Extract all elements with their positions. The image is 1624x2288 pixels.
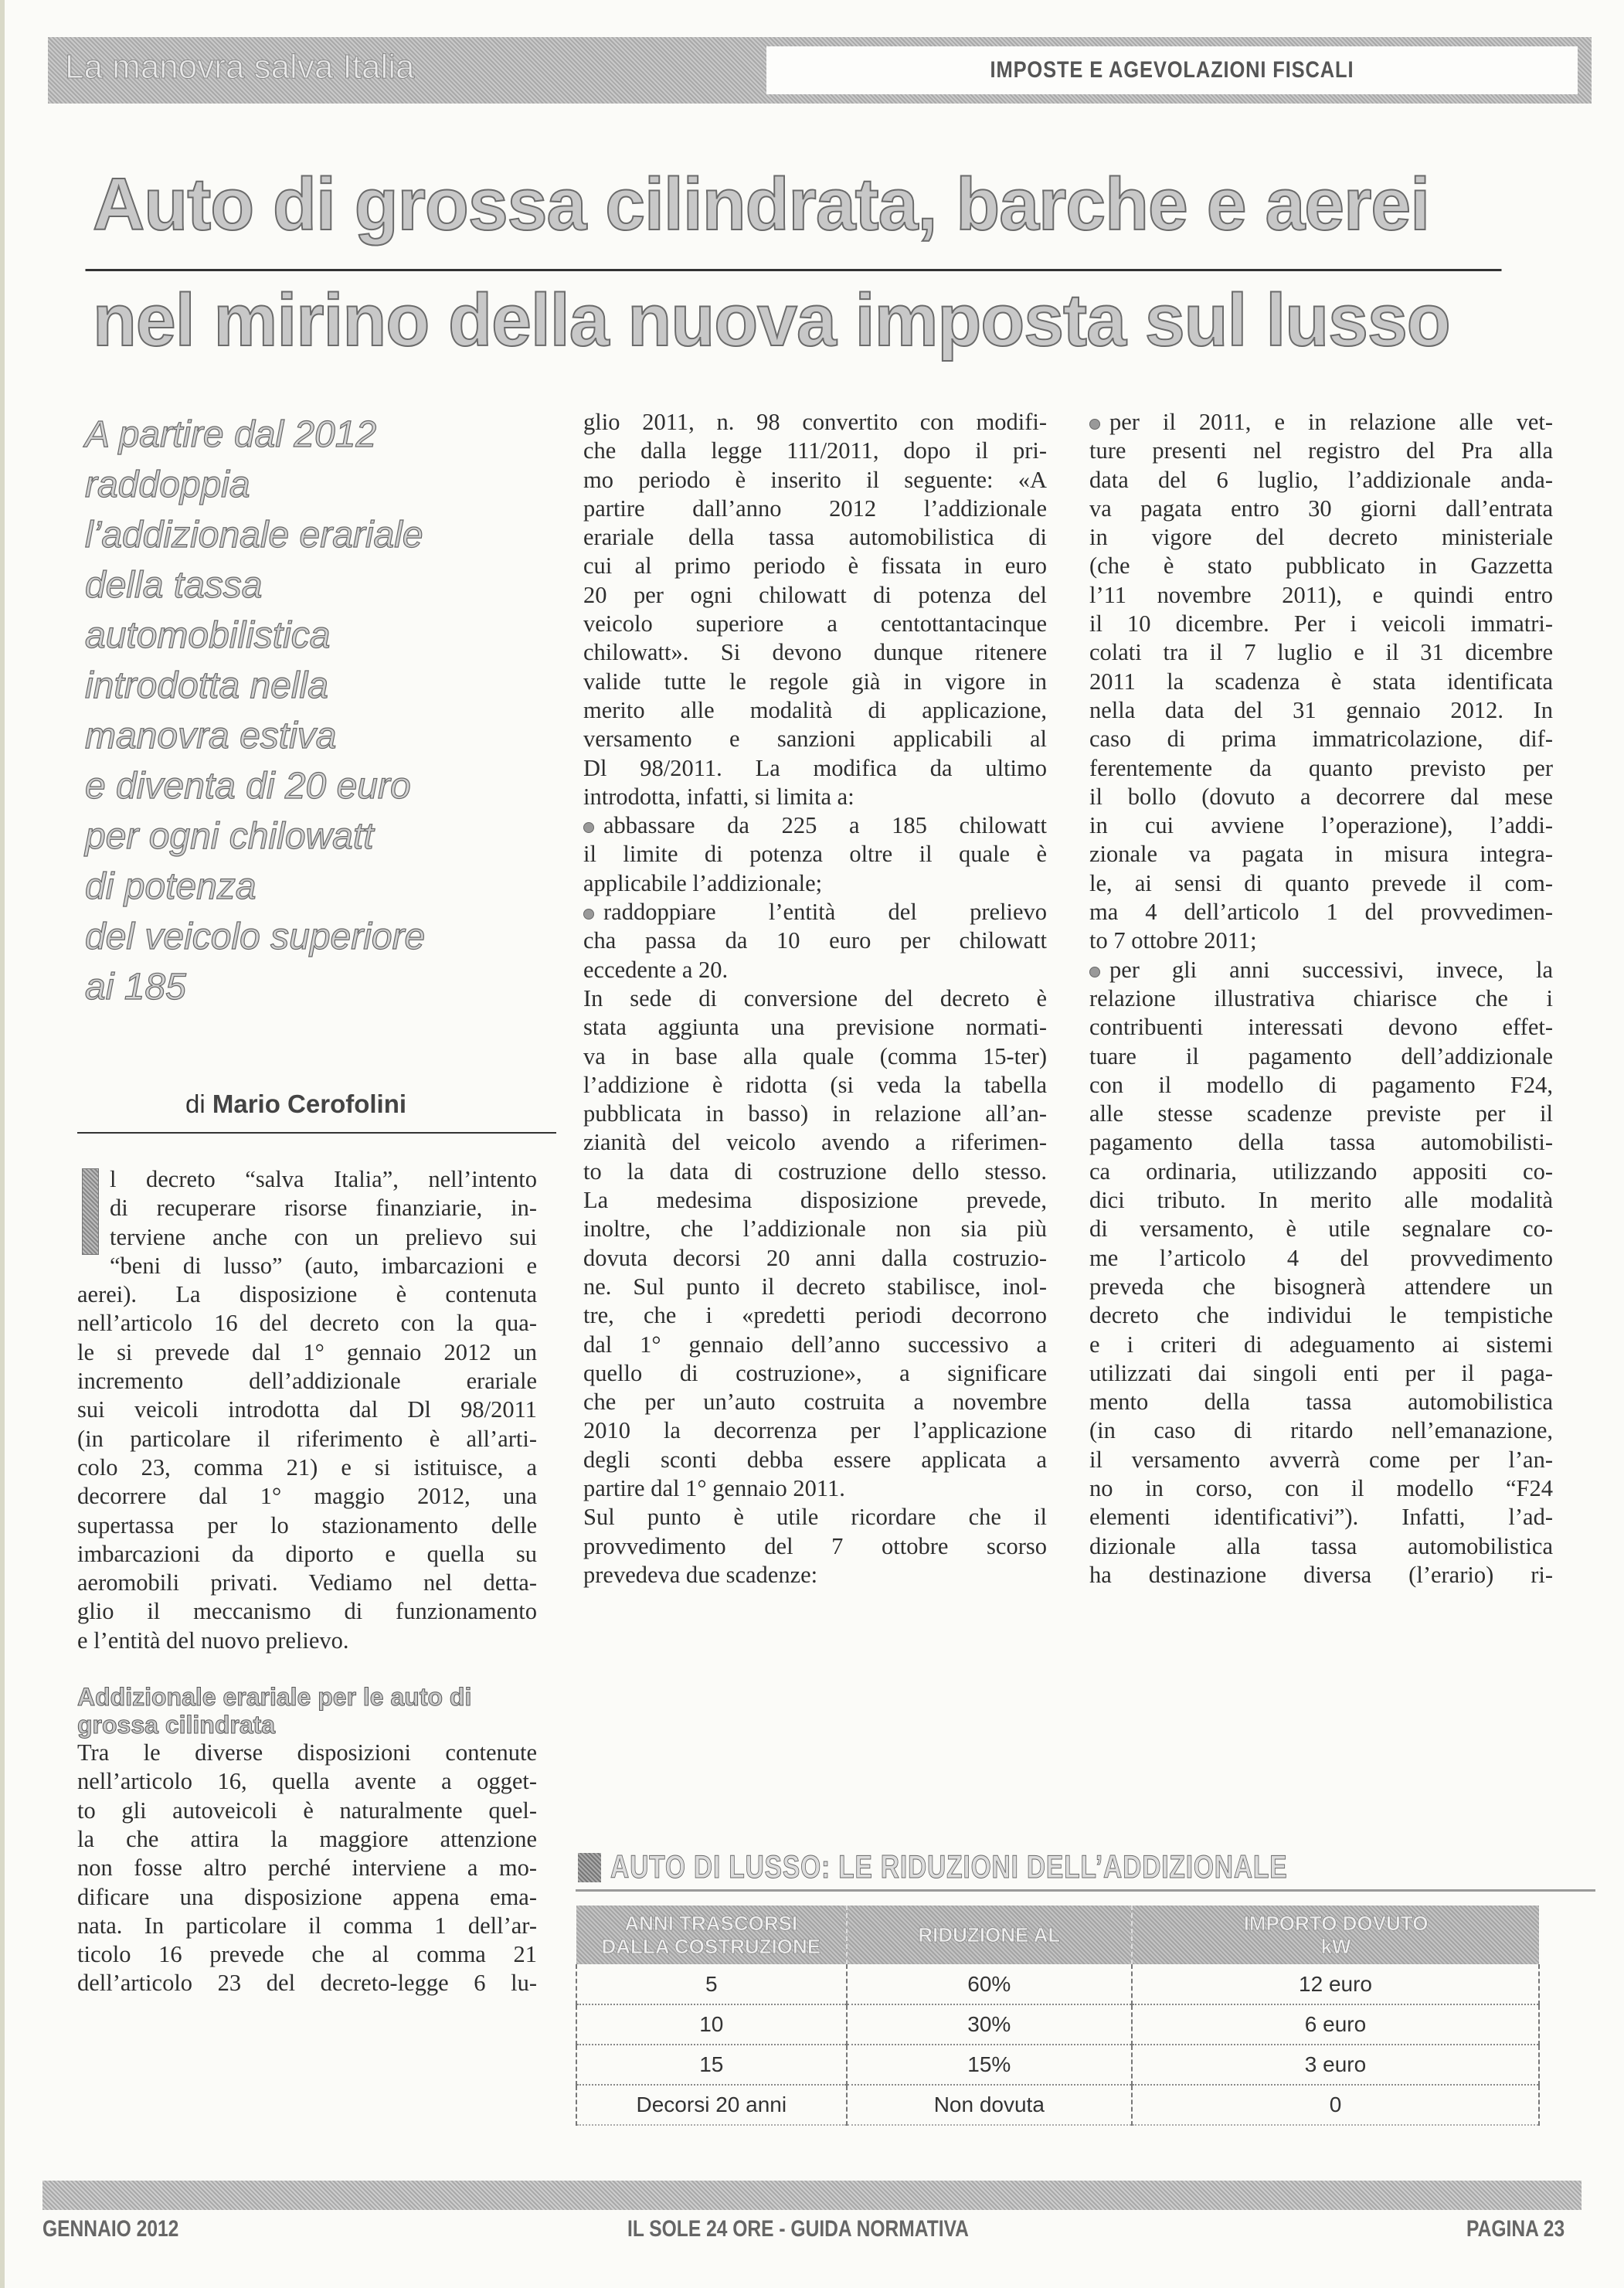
text-line: va in base alla quale (comma 15-ter) bbox=[583, 1042, 1047, 1069]
column-right bbox=[1089, 408, 1553, 1589]
text-line: “beni di lusso” (auto, imbarcazioni e bbox=[110, 1252, 537, 1279]
standfirst-line: per ogni chilowatt bbox=[85, 816, 374, 857]
text-line: ferentemente da quanto previsto per bbox=[1089, 754, 1553, 781]
text-line: il 10 dicembre. Per i veicoli immatri- bbox=[1089, 610, 1553, 637]
text-line: zionale va pagata in misura integra- bbox=[1089, 841, 1553, 868]
text-line: cui al primo periodo è fissata in euro bbox=[583, 552, 1047, 580]
text-line: l’11 novembre 2011), e quindi entro bbox=[1089, 581, 1553, 608]
text-line: ca ordinaria, utilizzando appositi co- bbox=[1089, 1158, 1553, 1185]
text-line: tuare il pagamento dell’addizionale bbox=[1089, 1042, 1553, 1069]
cell-reduction: 60% bbox=[847, 1964, 1132, 2004]
text-line: di versamento, è utile segnalare co- bbox=[1089, 1215, 1553, 1243]
text-line: partire dall’anno 2012 l’addizionale bbox=[583, 495, 1047, 522]
text-line: 20 per ogni chilowatt di potenza del bbox=[583, 581, 1047, 608]
text-line: Sul punto è utile ricordare che il bbox=[583, 1504, 1047, 1531]
text-line: e l’entità del nuovo prelievo. bbox=[77, 1627, 349, 1654]
text-line: mo periodo è inserito il seguente: «A bbox=[583, 466, 1047, 493]
text-line: inoltre, che l’addizionale non sia più bbox=[583, 1215, 1047, 1243]
text-line: aerei). La disposizione è contenuta bbox=[77, 1281, 537, 1308]
headline-rule bbox=[85, 269, 1501, 271]
headline-line-2: nel mirino della nuova imposta sul lusso bbox=[93, 279, 1450, 362]
text-line: In sede di conversione del decreto è bbox=[583, 984, 1047, 1011]
text-line: aeromobili privati. Vediamo nel detta- bbox=[77, 1569, 537, 1596]
text-line: il versamento avverrà come per l’an- bbox=[1089, 1446, 1553, 1473]
text-line: relazione illustrativa chiarisce che i bbox=[1089, 984, 1553, 1011]
bullet-item bbox=[1089, 408, 1553, 956]
text-line: prevedeva due scadenze: bbox=[583, 1561, 818, 1588]
column-middle bbox=[583, 408, 1047, 1589]
footer-page-number: PAGINA 23 bbox=[1466, 2216, 1565, 2242]
text-line: data del 6 luglio, l’addizionale anda- bbox=[1089, 466, 1553, 493]
text-line: erariale della tassa automobilistica di bbox=[583, 524, 1047, 551]
text-line: Tra le diverse disposizioni contenute bbox=[77, 1739, 537, 1766]
cell-years: 10 bbox=[576, 2004, 847, 2045]
text-line: che per un’auto costruita a novembre bbox=[583, 1389, 1047, 1416]
cell-amount: 3 euro bbox=[1132, 2045, 1539, 2085]
cell-years: 15 bbox=[576, 2045, 847, 2085]
byline bbox=[185, 1090, 406, 1119]
text-line: incremento dell’addizionale erariale bbox=[77, 1368, 537, 1395]
text-line: dizionale alla tassa automobilistica bbox=[1089, 1532, 1553, 1559]
cell-amount: 12 euro bbox=[1132, 1964, 1539, 2004]
standfirst-line: ai 185 bbox=[85, 967, 186, 1008]
table-row bbox=[576, 2045, 1539, 2085]
text-line: pubblicata in basso) in relazione all’an- bbox=[583, 1100, 1047, 1127]
text-line: dal 1° gennaio dell’anno successivo a bbox=[583, 1331, 1047, 1358]
text-line: provvedimento del 7 ottobre scorso bbox=[583, 1532, 1047, 1559]
table-title: AUTO DI LUSSO: LE RIDUZIONI DELL’ADDIZIONALE bbox=[610, 1848, 1288, 1885]
text-line: (in particolare il riferimento è all’arti- bbox=[77, 1425, 537, 1452]
text-line: cha passa da 10 euro per chilowatt bbox=[583, 927, 1047, 954]
text-line: Dl 98/2011. La modifica da ultimo bbox=[583, 754, 1047, 781]
scan-edge bbox=[0, 0, 5, 2288]
text-line: glio il meccanismo di funzionamento bbox=[77, 1598, 537, 1625]
text-line: degli sconti debba essere applicata a bbox=[583, 1446, 1047, 1473]
byline-rule bbox=[77, 1132, 556, 1134]
text-line: che dalla legge 111/2011, dopo il pri- bbox=[583, 437, 1047, 464]
text-line: colati tra il 7 luglio e il 31 dicembre bbox=[1089, 639, 1553, 666]
text-line: dificare una disposizione appena ema- bbox=[77, 1883, 537, 1910]
category-label: IMPOSTE E AGEVOLAZIONI FISCALI bbox=[990, 57, 1354, 83]
text-line: nella data del 31 gennaio 2012. In bbox=[1089, 696, 1553, 723]
standfirst-line: introdotta nella bbox=[85, 665, 328, 706]
standfirst-line: manovra estiva bbox=[85, 716, 337, 756]
text-line: per gli anni successivi, invece, la bbox=[1109, 956, 1553, 983]
reductions-table bbox=[576, 1906, 1540, 2126]
text-line: zianità del veicolo avendo a riferimen- bbox=[583, 1129, 1047, 1156]
text-line: dici tributo. In merito alle modalità bbox=[1089, 1187, 1553, 1214]
text-line: tre, che i «predetti periodi decorrono bbox=[583, 1302, 1047, 1329]
cell-years: 5 bbox=[576, 1964, 847, 2004]
text-line: sui veicoli introdotta dal Dl 98/2011 bbox=[77, 1396, 537, 1423]
text-line: nata. In particolare il comma 1 dell’ar- bbox=[77, 1912, 537, 1939]
text-line: l’addizione è ridotta (si veda la tabella bbox=[583, 1071, 1047, 1098]
headline-line-1: Auto di grossa cilindrata, barche e aerei bbox=[93, 163, 1430, 246]
text-line: eccedente a 20. bbox=[583, 956, 729, 983]
standfirst-line: automobilistica bbox=[85, 615, 331, 656]
text-line: nell’articolo 16 del decreto con la qua- bbox=[77, 1310, 537, 1337]
table-header-row bbox=[576, 1906, 1539, 1964]
cell-amount: 0 bbox=[1132, 2085, 1539, 2125]
column-left bbox=[77, 1165, 537, 1998]
cell-reduction: 15% bbox=[847, 2045, 1132, 2085]
text-line: di recuperare risorse finanziarie, in- bbox=[110, 1195, 537, 1222]
intro-paragraph bbox=[77, 1165, 537, 1655]
section-paragraph bbox=[77, 1739, 537, 1998]
text-line: ha destinazione diversa (l’erario) ri- bbox=[1089, 1561, 1553, 1588]
text-line: stata aggiunta una previsione normati- bbox=[583, 1014, 1047, 1041]
text-line: le, ai sensi di quanto prevede il com- bbox=[1089, 869, 1553, 896]
section-header-bar bbox=[48, 37, 1592, 104]
text-line: decreto che individui le tempistiche bbox=[1089, 1302, 1553, 1329]
section-subhead: Addizionale erariale per le auto di grossa cilindrata bbox=[77, 1683, 472, 1739]
standfirst-line: del veicolo superiore bbox=[85, 916, 426, 957]
text-line: me l’articolo 4 del provvedimento bbox=[1089, 1244, 1553, 1271]
text-line: il bollo (dovuto a decorrere dal mese bbox=[1089, 783, 1553, 810]
text-line: valide tutte le regole già in vigore in bbox=[583, 668, 1047, 695]
text-line: La medesima disposizione prevede, bbox=[583, 1187, 1047, 1214]
text-line: partire dal 1° gennaio 2011. bbox=[583, 1474, 845, 1501]
text-line: chilowatt». Si devono dunque ritenere bbox=[583, 639, 1047, 666]
text-line: pagamento della tassa automobilisti- bbox=[1089, 1129, 1553, 1156]
author-name: Mario Cerofolini bbox=[212, 1090, 407, 1118]
text-line: (in caso di ritardo nell’emanazione, bbox=[1089, 1417, 1553, 1444]
text-line: abbassare da 225 a 185 chilowatt bbox=[603, 812, 1047, 839]
table-row bbox=[576, 2085, 1539, 2125]
column-header-amount: IMPORTO DOVUTO kW bbox=[1132, 1906, 1539, 1964]
bullet-item bbox=[583, 898, 1047, 984]
table-title-bar bbox=[576, 1847, 1595, 1892]
text-line: quello di costruzione», a significare bbox=[583, 1359, 1047, 1386]
bullet-icon bbox=[1089, 419, 1100, 430]
standfirst-line: A partire dal 2012 bbox=[85, 414, 377, 455]
standfirst-line: della tassa bbox=[85, 565, 263, 606]
standfirst bbox=[85, 410, 518, 1012]
text-line: con il modello di pagamento F24, bbox=[1089, 1071, 1553, 1098]
text-line: to gli autoveicoli è naturalmente quel- bbox=[77, 1797, 537, 1824]
text-line: le si prevede dal 1° gennaio 2012 un bbox=[77, 1338, 537, 1365]
bullet-icon bbox=[583, 909, 594, 920]
bullet-item bbox=[1089, 956, 1553, 1590]
footer-publication: IL SOLE 24 ORE - GUIDA NORMATIVA bbox=[627, 2216, 969, 2242]
text-line: to la data di costruzione dello stesso. bbox=[583, 1158, 1047, 1185]
text-line: applicabile l’addizionale; bbox=[583, 869, 823, 896]
text-line: glio 2011, n. 98 convertito con modifi- bbox=[583, 409, 1047, 435]
text-line: supertassa per lo stazionamento delle bbox=[77, 1511, 537, 1538]
text-line: ne. Sul punto il decreto stabilisce, inol- bbox=[583, 1273, 1047, 1300]
text-line: (che è stato pubblicato in Gazzetta bbox=[1089, 552, 1553, 580]
byline-prefix: di bbox=[185, 1090, 206, 1118]
table-row bbox=[576, 2004, 1539, 2045]
dropcap-block bbox=[82, 1168, 99, 1255]
cell-years: Decorsi 20 anni bbox=[576, 2085, 847, 2125]
text-line: per il 2011, e in relazione alle vet- bbox=[1109, 409, 1553, 435]
section-label: La manovra salva Italia bbox=[65, 48, 415, 86]
standfirst-line: raddoppia bbox=[85, 464, 250, 505]
text-line: preveda che bisognerà attendere un bbox=[1089, 1273, 1553, 1300]
text-line: l decreto “salva Italia”, nell’intento bbox=[110, 1166, 537, 1192]
text-line: ma 4 dell’articolo 1 del provvedimen- bbox=[1089, 899, 1553, 926]
footer-bar bbox=[42, 2181, 1582, 2210]
standfirst-line: l’addizionale erariale bbox=[85, 515, 423, 556]
text-line: ture presenti nel registro del Pra alla bbox=[1089, 437, 1553, 464]
cell-reduction: Non dovuta bbox=[847, 2085, 1132, 2125]
text-line: va pagata entro 30 giorni dall’entrata bbox=[1089, 495, 1553, 522]
text-line: in cui avviene l’operazione), l’addi- bbox=[1089, 812, 1553, 839]
square-marker-icon bbox=[578, 1853, 601, 1882]
column-header-years: ANNI TRASCORSI DALLA COSTRUZIONE bbox=[576, 1906, 847, 1964]
text-line: in vigore del decreto ministeriale bbox=[1089, 524, 1553, 551]
text-line: non fosse altro perché interviene a mo- bbox=[77, 1855, 537, 1882]
standfirst-line: di potenza bbox=[85, 866, 257, 907]
text-line: contribuenti interessati devono effet- bbox=[1089, 1014, 1553, 1041]
text-line: e i criteri di adeguamento ai sistemi bbox=[1089, 1331, 1553, 1358]
text-line: imbarcazioni da diporto e quella su bbox=[77, 1540, 537, 1567]
text-line: terviene anche con un prelievo sui bbox=[110, 1223, 537, 1250]
text-line: versamento e sanzioni applicabili al bbox=[583, 726, 1047, 753]
text-line: raddoppiare l’entità del prelievo bbox=[603, 899, 1047, 926]
text-line: colo 23, comma 21) e si istituisce, a bbox=[77, 1453, 537, 1481]
text-line: 2011 la scadenza è stata identificata bbox=[1089, 668, 1553, 695]
bullet-icon bbox=[1089, 967, 1100, 977]
text-line: no in corso, con il modello “F24 bbox=[1089, 1474, 1553, 1501]
paragraph bbox=[583, 1503, 1047, 1589]
text-line: dell’articolo 23 del decreto-legge 6 lu- bbox=[77, 1970, 537, 1997]
text-line: caso di prima immatricolazione, dif- bbox=[1089, 726, 1553, 753]
bullet-item bbox=[583, 811, 1047, 898]
text-line: alle stesse scadenze previste per il bbox=[1089, 1100, 1553, 1127]
text-line: merito alle modalità di applicazione, bbox=[583, 696, 1047, 723]
text-line: to 7 ottobre 2011; bbox=[1089, 927, 1257, 954]
category-box bbox=[766, 46, 1578, 94]
cell-amount: 6 euro bbox=[1132, 2004, 1539, 2045]
bullet-icon bbox=[583, 822, 594, 833]
text-line: la che attira la maggiore attenzione bbox=[77, 1825, 537, 1852]
text-line: decorrere dal 1° maggio 2012, una bbox=[77, 1483, 537, 1510]
text-line: ticolo 16 prevede che al comma 21 bbox=[77, 1941, 537, 1968]
standfirst-line: e diventa di 20 euro bbox=[85, 766, 411, 807]
footer-date: GENNAIO 2012 bbox=[42, 2216, 179, 2242]
reductions-table-box bbox=[576, 1847, 1595, 2116]
text-line: nell’articolo 16, quella avente a ogget- bbox=[77, 1768, 537, 1795]
text-line: 2010 la decorrenza per l’applicazione bbox=[583, 1417, 1047, 1444]
table-row bbox=[576, 1964, 1539, 2004]
paragraph bbox=[583, 408, 1047, 811]
text-line: veicolo superiore a centottantacinque bbox=[583, 610, 1047, 637]
text-line: introdotta, infatti, si limita a: bbox=[583, 783, 854, 810]
text-line: mento della tassa automobilistica bbox=[1089, 1389, 1553, 1416]
cell-reduction: 30% bbox=[847, 2004, 1132, 2045]
text-line: il limite di potenza oltre il quale è bbox=[583, 841, 1047, 868]
text-line: dovuta decorsi 20 anni dalla costruzio- bbox=[583, 1244, 1047, 1271]
text-line: utilizzati dai singoli enti per il paga- bbox=[1089, 1359, 1553, 1386]
paragraph bbox=[583, 984, 1047, 1503]
column-header-reduction: RIDUZIONE AL bbox=[847, 1906, 1132, 1964]
text-line: elementi identificativi”). Infatti, l’ad- bbox=[1089, 1504, 1553, 1531]
